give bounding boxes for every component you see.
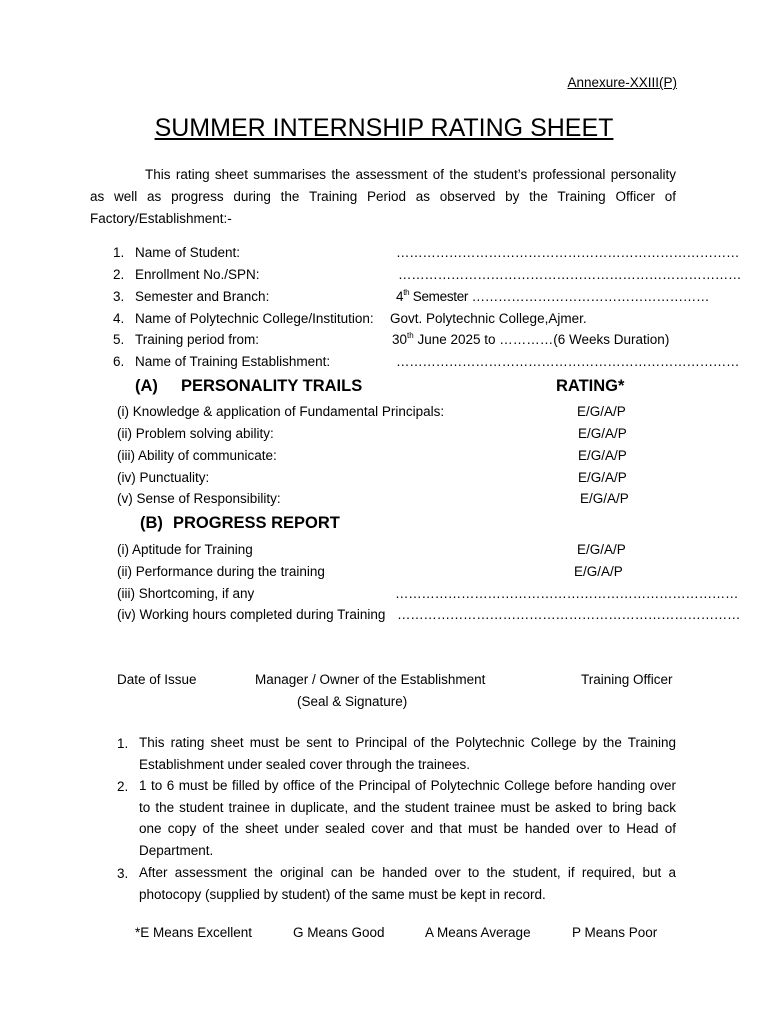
detail-value-training-period [392,331,669,349]
personality-item: (iv) Punctuality: [117,470,210,485]
legend-excellent: *E Means Excellent [135,925,253,940]
section-b-letter: (B) [140,514,163,532]
legend-poor: P Means Poor [572,925,658,940]
progress-item: (ii) Performance during the training [117,564,325,579]
semester-suffix: Semester ……………………………………………… [409,289,710,304]
progress-value-shortcoming: …………………………………………………………………… [395,586,739,601]
note-text: This rating sheet must be sent to Principal of the Polytechnic College by the Training Establishment under sealed cover through the trainees. [139,735,676,772]
detail-label-enrollment: Enrollment No./SPN: [135,267,260,282]
detail-label-student-name: Name of Student: [135,245,241,260]
personality-grade: E/G/A/P [580,491,629,506]
annexure-label: Annexure-XXIII(P) [567,75,677,90]
rating-header: RATING* [556,377,625,395]
progress-item: (iv) Working hours completed during Training [117,607,386,622]
section-b-title: PROGRESS REPORT [173,514,340,532]
personality-item: (i) Knowledge & application of Fundamental Principals: [117,404,445,419]
semester-ordinal: th [403,288,410,297]
note-item [139,775,676,862]
personality-grade: E/G/A/P [577,404,626,419]
progress-item: (iii) Shortcoming, if any [117,586,255,601]
note-item [139,862,676,905]
personality-item: (iii) Ability of communicate: [117,448,277,463]
training-officer-label: Training Officer [581,672,673,687]
period-day: 30 [392,332,408,347]
detail-number: 4. [113,311,125,326]
note-item [139,732,676,775]
detail-number: 5. [113,332,125,347]
detail-label-establishment: Name of Training Establishment: [135,354,331,369]
legend-average: A Means Average [425,925,531,940]
period-ordinal: th [407,331,414,340]
intro-text: This rating sheet summarises the assessment of the student’s professional personality as well as progress during the Training Period as observed by the Training Officer of Factory/Establishment:- [90,167,676,226]
section-a-letter: (A) [135,377,158,395]
detail-value-student-name: …………………………………………………………………… [396,245,740,260]
note-text: 1 to 6 must be filled by office of the Principal of Polytechnic College before handing over to the student trainee in duplicate, and the student trainee must be asked to bring back one copy of the sheet under sealed cover and that must be handed over to Head of Department. [139,778,676,859]
page-title: SUMMER INTERNSHIP RATING SHEET [154,114,614,142]
detail-label-semester: Semester and Branch: [135,289,270,304]
manager-label: Manager / Owner of the Establishment [255,672,486,687]
progress-grade: E/G/A/P [574,564,623,579]
semester-number: 4 [396,289,404,304]
personality-item: (v) Sense of Responsibility: [117,491,281,506]
note-number: 2. [117,779,129,794]
intro-paragraph [90,164,676,230]
detail-label-institution: Name of Polytechnic College/Institution: [135,311,374,326]
personality-grade: E/G/A/P [578,448,627,463]
progress-grade: E/G/A/P [577,542,626,557]
detail-value-institution: Govt. Polytechnic College,Ajmer. [390,311,587,326]
date-of-issue-label: Date of Issue [117,672,197,687]
progress-item: (i) Aptitude for Training [117,542,253,557]
note-text: After assessment the original can be handed over to the student, if required, but a photocopy (supplied by student) of the same must be kept in record. [139,865,676,902]
detail-value-semester [396,288,709,306]
personality-grade: E/G/A/P [578,470,627,485]
personality-item: (ii) Problem solving ability: [117,426,274,441]
legend-good: G Means Good [293,925,385,940]
detail-label-training-period: Training period from: [135,332,260,347]
note-number: 3. [117,866,129,881]
personality-grade: E/G/A/P [578,426,627,441]
detail-value-establishment: …………………………………………………………………… [396,354,740,369]
detail-number: 1. [113,245,125,260]
progress-value-working-hours: …………………………………………………………………… [397,607,741,622]
detail-number: 6. [113,354,125,369]
note-number: 1. [117,736,129,751]
detail-number: 3. [113,289,125,304]
period-suffix: June 2025 to …………(6 Weeks Duration) [413,332,670,347]
detail-number: 2. [113,267,125,282]
seal-signature-label: (Seal & Signature) [297,694,408,709]
section-a-title: PERSONALITY TRAILS [181,377,363,395]
detail-value-enrollment: …………………………………………………………………… [398,267,742,282]
